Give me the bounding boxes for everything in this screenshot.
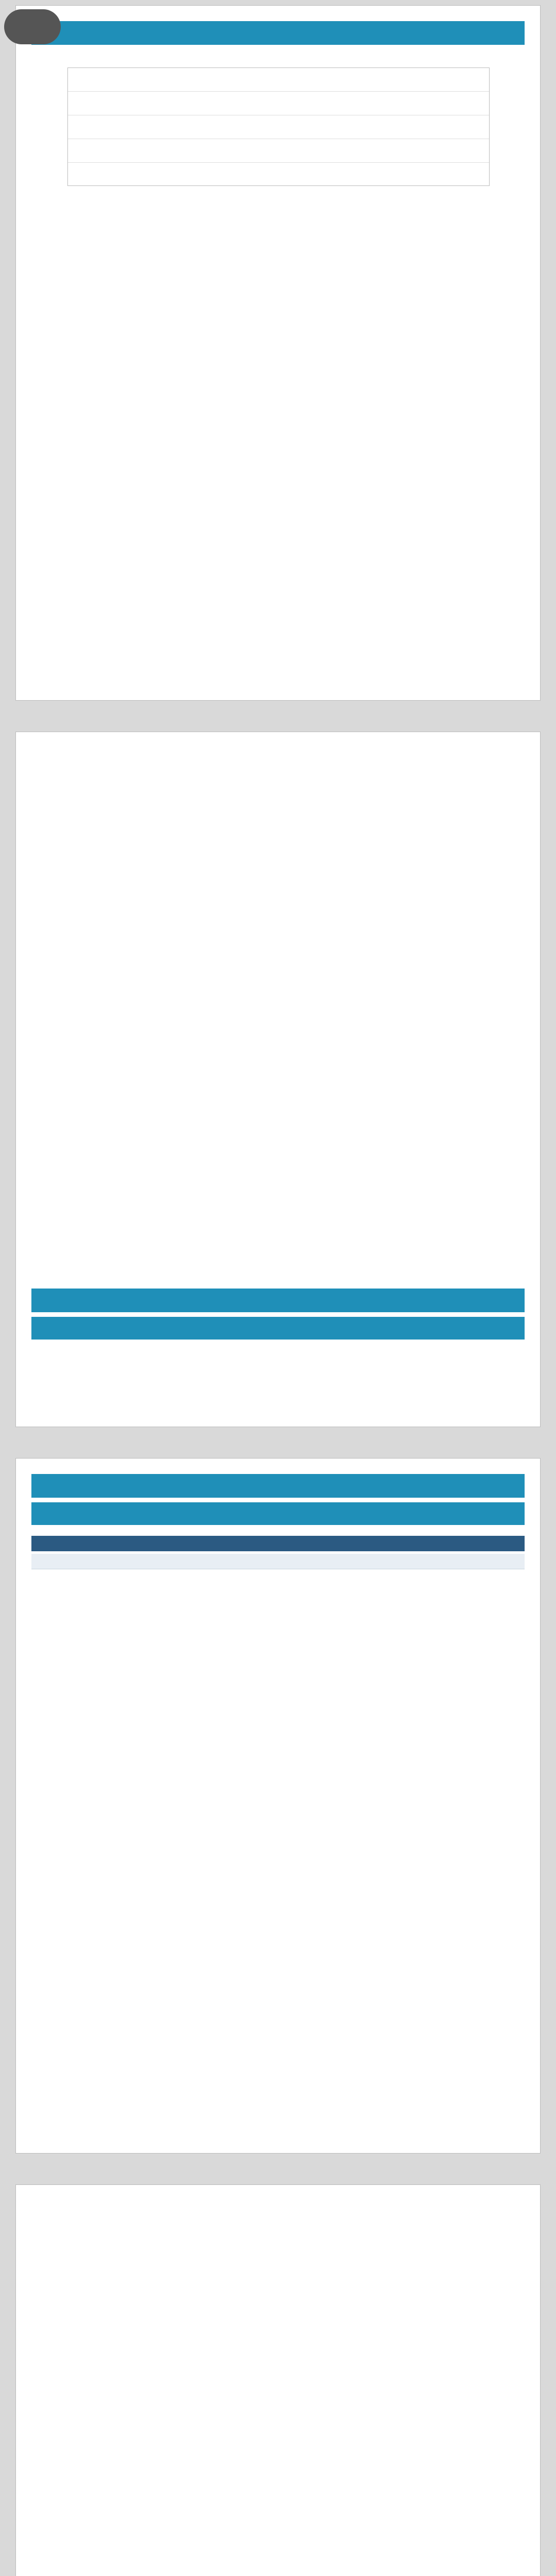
- table-body: [31, 1572, 525, 2113]
- page-2: [15, 732, 541, 1427]
- page-counter: [4, 9, 61, 44]
- record-text-block: [33, 214, 523, 276]
- summary-row: [68, 68, 489, 92]
- summary-row: [68, 163, 489, 187]
- record-text-block: [33, 353, 523, 642]
- table-header: [31, 1554, 525, 1569]
- section-note: [31, 1317, 525, 1340]
- summary-row: [68, 92, 489, 115]
- section-banner: [31, 21, 525, 45]
- page-1: [15, 5, 541, 701]
- page-3: [15, 1458, 541, 2154]
- summary-row: [68, 139, 489, 163]
- section-banner: [31, 1289, 525, 1312]
- table-body: [31, 2206, 525, 2576]
- summary-row: [68, 115, 489, 139]
- page-4: [15, 2184, 541, 2576]
- record-text-block: [33, 307, 523, 328]
- credit-summary-table: [67, 67, 490, 186]
- section-banner: [31, 1474, 525, 1498]
- section-note: [31, 1502, 525, 1525]
- table-title: [31, 1536, 525, 1551]
- record-text-block: [33, 753, 523, 1268]
